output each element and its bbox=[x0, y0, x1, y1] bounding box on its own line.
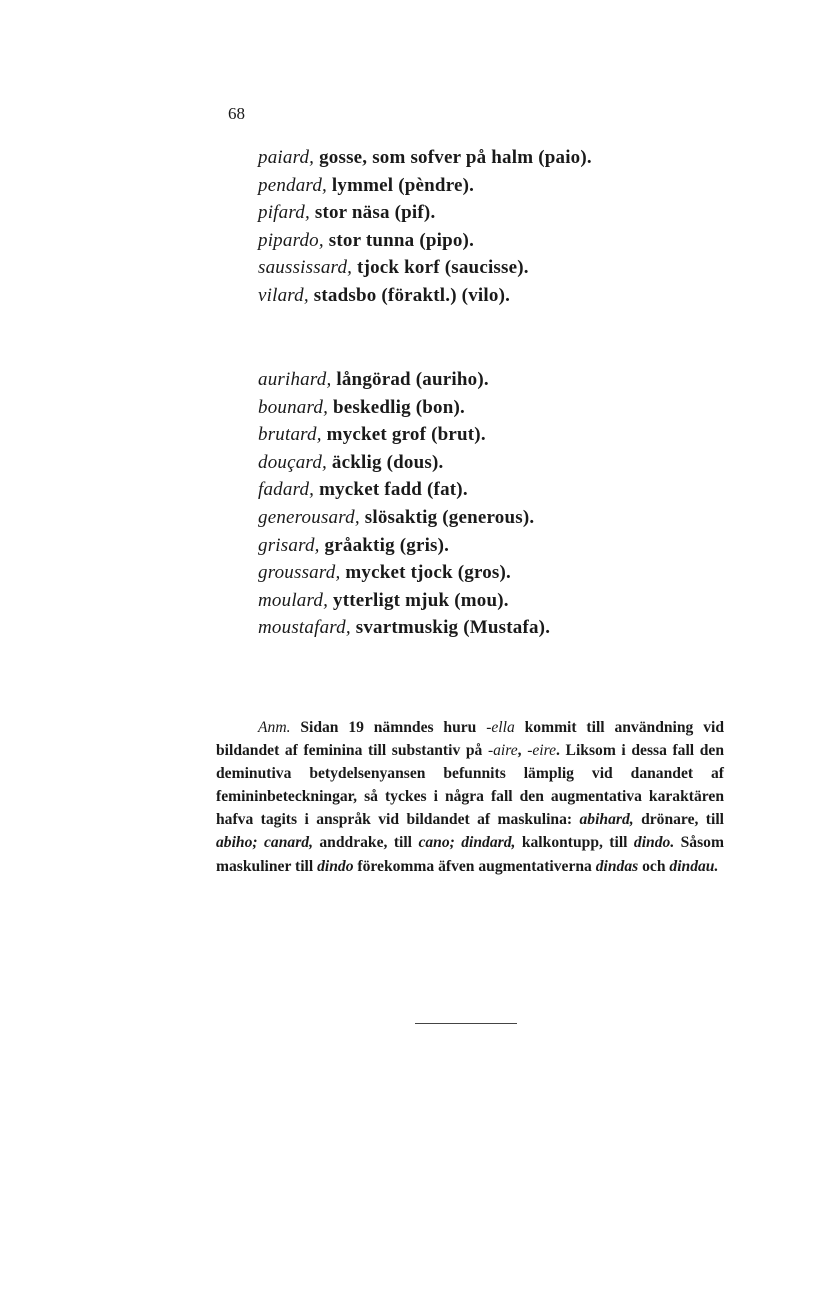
note-italic: dindau. bbox=[669, 857, 719, 875]
entry-headword: moulard, bbox=[258, 589, 329, 611]
entry-headword: pifard, bbox=[258, 202, 310, 224]
entry-headword: grisard, bbox=[258, 534, 320, 556]
list-item bbox=[258, 144, 738, 172]
entry-gloss: långörad (auriho). bbox=[331, 369, 489, 390]
list-item bbox=[258, 172, 738, 200]
entry-headword: pipardo, bbox=[258, 229, 324, 251]
note-text: förekomma äfven augmentativerna bbox=[353, 857, 596, 875]
note-italic: -eire bbox=[527, 742, 557, 760]
list-item bbox=[258, 532, 738, 560]
note-italic: dindo. bbox=[633, 834, 675, 852]
note-text: Sidan 19 nämndes huru bbox=[290, 719, 487, 736]
entry-gloss: gråaktig (gris). bbox=[319, 534, 450, 556]
entry-headword: pendard, bbox=[258, 174, 327, 196]
entry-gloss: mycket tjock (gros). bbox=[340, 562, 512, 584]
entry-gloss: beskedlig (bon). bbox=[328, 396, 466, 418]
list-item bbox=[258, 587, 738, 615]
note-label: Anm. bbox=[258, 719, 291, 736]
list-item bbox=[258, 199, 738, 227]
entry-gloss: mycket fadd (fat). bbox=[314, 479, 468, 501]
list-item bbox=[258, 449, 738, 477]
entry-headword: moustafard, bbox=[258, 617, 351, 639]
list-item bbox=[258, 282, 738, 310]
list-item bbox=[258, 421, 738, 449]
entry-headword: vilard, bbox=[258, 284, 309, 306]
entry-gloss: gosse, som sofver på halm (paio). bbox=[314, 147, 592, 168]
entry-gloss: stor tunna (pipo). bbox=[323, 229, 475, 251]
page-number: 68 bbox=[228, 104, 245, 123]
entry-gloss: svartmuskig (Mustafa). bbox=[350, 617, 551, 639]
list-item bbox=[258, 227, 738, 255]
entry-gloss: mycket grof (brut). bbox=[321, 424, 486, 446]
list-item bbox=[258, 366, 738, 394]
note-text: och bbox=[638, 857, 670, 875]
note-italic: canard, bbox=[264, 834, 313, 852]
entry-gloss: slösaktig (generous). bbox=[359, 506, 535, 528]
note-italic: -aire bbox=[487, 742, 518, 760]
list-item bbox=[258, 476, 738, 504]
list-item bbox=[258, 559, 738, 587]
note-text: Såsom maskuliner till bbox=[216, 834, 724, 875]
note-paragraph bbox=[216, 716, 724, 878]
entry-list-1 bbox=[258, 144, 738, 310]
list-item bbox=[258, 394, 738, 422]
note-text: drönare, till bbox=[633, 811, 724, 829]
entry-gloss: ytterligt mjuk (mou). bbox=[328, 589, 509, 611]
list-item bbox=[258, 254, 738, 282]
note-italic: dindard, bbox=[461, 834, 516, 852]
entry-headword: groussard, bbox=[258, 562, 341, 584]
list-item bbox=[258, 614, 738, 642]
entry-headword: aurihard, bbox=[258, 369, 332, 390]
entry-headword: douçard, bbox=[258, 451, 327, 473]
annotation-note bbox=[216, 716, 724, 878]
entry-headword: bounard, bbox=[258, 396, 329, 418]
note-italic: dindo bbox=[317, 857, 354, 875]
note-text: anddrake, till bbox=[312, 834, 419, 852]
entry-gloss: lymmel (pèndre). bbox=[326, 174, 475, 196]
note-italic: dindas bbox=[595, 857, 639, 875]
note-italic: abiho; bbox=[216, 834, 258, 852]
entry-gloss: tjock korf (saucisse). bbox=[352, 257, 529, 279]
note-italic: cano; bbox=[418, 834, 455, 852]
note-italic: abihard, bbox=[579, 811, 634, 829]
entry-list-2 bbox=[258, 366, 738, 642]
section-divider bbox=[415, 1023, 517, 1024]
entry-headword: brutard, bbox=[258, 424, 322, 446]
entry-gloss: stadsbo (föraktl.) (vilo). bbox=[308, 284, 511, 306]
note-text: , bbox=[517, 742, 528, 760]
note-text: kalkontupp, till bbox=[515, 834, 634, 852]
entry-gloss: stor näsa (pif). bbox=[309, 202, 436, 224]
note-italic: -ella bbox=[486, 719, 515, 736]
note-text: . Liksom i dessa fall den deminutiva betydelsenyansen befunnits lämplig vid danandet af femininbeteckningar, så tyckes i några fall den augmentativa karaktären hafva tagits i anspråk vid bildandet af maskulina: bbox=[216, 742, 725, 829]
entry-gloss: äcklig (dous). bbox=[326, 451, 444, 473]
entry-headword: saussissard, bbox=[258, 257, 353, 279]
entry-headword: paiard, bbox=[258, 147, 315, 168]
entry-headword: fadard, bbox=[258, 479, 315, 501]
list-item bbox=[258, 504, 738, 532]
entry-headword: generousard, bbox=[258, 506, 360, 528]
note-text: kommit till användning vid bildandet af feminina till substantiv på bbox=[216, 719, 724, 760]
